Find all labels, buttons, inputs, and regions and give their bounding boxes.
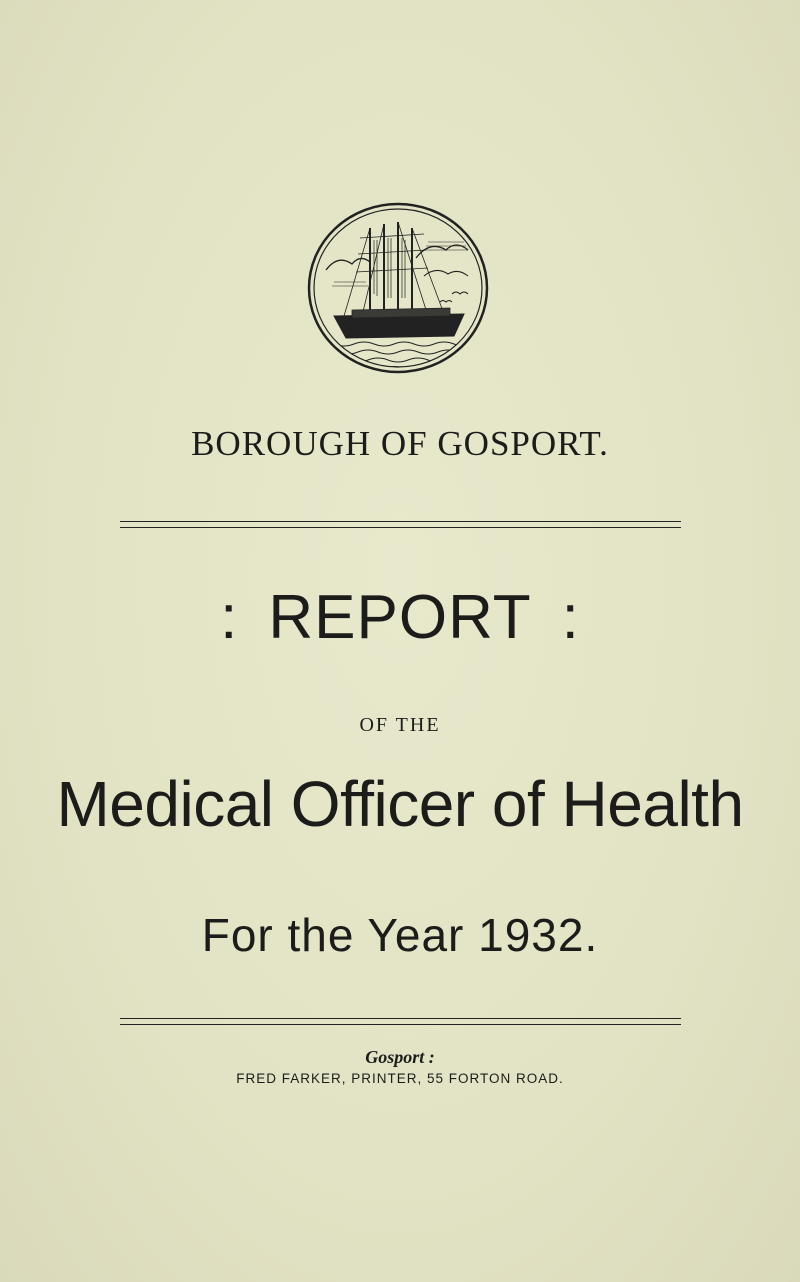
- bottom-rule-upper: [120, 1018, 681, 1019]
- imprint-place: Gosport :: [365, 1047, 435, 1067]
- medical-officer-title: Medical Officer of Health: [56, 768, 744, 840]
- report-left-colon: :: [220, 583, 239, 652]
- borough-title: BOROUGH OF GOSPORT.: [191, 424, 609, 463]
- printer-line: FRED FARKER, PRINTER, 55 FORTON ROAD.: [236, 1071, 564, 1086]
- report-year: For the Year 1932.: [201, 909, 599, 961]
- of-the-line: OF THE: [359, 714, 441, 736]
- bottom-rule-lower: [120, 1024, 681, 1025]
- report-right-colon: :: [561, 583, 580, 652]
- top-rule-lower: [120, 527, 681, 528]
- borough-seal-emblem: [304, 198, 492, 378]
- report-heading: [0, 583, 800, 653]
- top-rule-upper: [120, 521, 681, 522]
- report-word: REPORT: [268, 583, 532, 652]
